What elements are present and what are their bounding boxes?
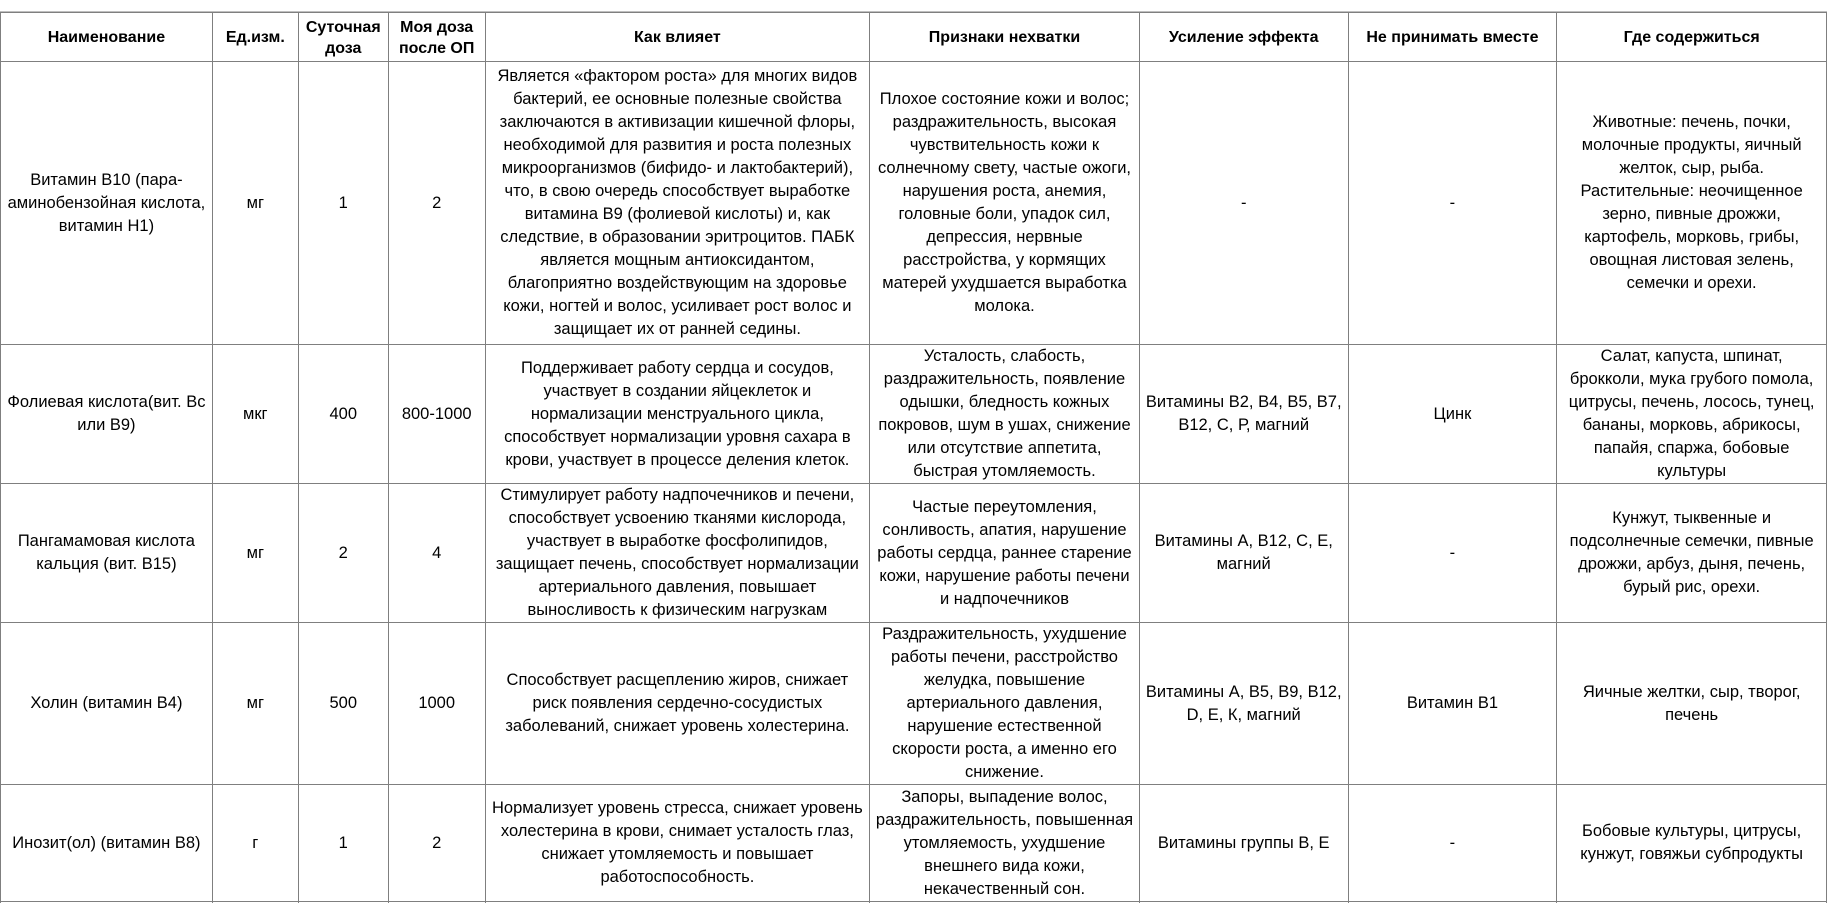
cell-name[interactable]: Пангамамовая кислота кальция (вит. В15) — [1, 484, 213, 623]
table-row — [1, 484, 1827, 623]
cell-conflict[interactable]: Цинк — [1348, 345, 1557, 484]
cell-unit[interactable]: мг — [212, 623, 298, 785]
vitamins-table — [0, 12, 1827, 903]
cell-boost[interactable]: Витамины группы В, Е — [1139, 785, 1348, 902]
header-effect[interactable]: Как влияет — [485, 13, 869, 62]
cell-conflict[interactable]: - — [1348, 484, 1557, 623]
cell-unit[interactable]: мг — [212, 484, 298, 623]
cell-effect[interactable]: Способствует расщеплению жиров, снижает риск появления сердечно-сосудистых заболеваний, снижает уровень холестерина. — [485, 623, 869, 785]
cell-boost[interactable]: Витамины А, В12, С, Е, магний — [1139, 484, 1348, 623]
header-daily-dose[interactable]: Суточная доза — [298, 13, 388, 62]
cell-deficiency[interactable]: Усталость, слабость, раздражительность, появление одышки, бледность кожных покровов, шум в ушах, снижение или отсутствие аппетита, быстрая утомляемость. — [870, 345, 1140, 484]
cell-daily-dose[interactable]: 2 — [298, 484, 388, 623]
cell-daily-dose[interactable]: 500 — [298, 623, 388, 785]
header-my-dose[interactable]: Моя доза после ОП — [388, 13, 485, 62]
cell-effect[interactable]: Поддерживает работу сердца и сосудов, участвует в создании яйцеклеток и нормализации менструального цикла, способствует нормализации уровня сахара в крови, участвует в процессе деления клеток. — [485, 345, 869, 484]
header-sources[interactable]: Где содержиться — [1557, 13, 1827, 62]
cell-effect[interactable]: Нормализует уровень стресса, снижает уровень холестерина в крови, снимает усталость глаз, снижает утомляемость и повышает работоспособность. — [485, 785, 869, 902]
cell-sources[interactable]: Кунжут, тыквенные и подсолнечные семечки, пивные дрожжи, арбуз, дыня, печень, бурый рис, орехи. — [1557, 484, 1827, 623]
cell-effect[interactable]: Стимулирует работу надпочечников и печени, способствует усвоению тканями кислорода, участвует в выработке фосфолипидов, защищает печень, способствует нормализации артериального давления, повышает выносливость к физическим нагрузкам — [485, 484, 869, 623]
cell-daily-dose[interactable]: 400 — [298, 345, 388, 484]
header-conflict[interactable]: Не принимать вместе — [1348, 13, 1557, 62]
cell-name[interactable]: Витамин В10 (пара-аминобензойная кислота, витамин Н1) — [1, 62, 213, 345]
table-row — [1, 623, 1827, 785]
cell-sources[interactable]: Животные: печень, почки, молочные продукты, яичный желток, сыр, рыба. Растительные: неочищенное зерно, пивные дрожжи, картофель, морковь, грибы, овощная листовая зелень, семечки и орехи. — [1557, 62, 1827, 345]
header-name[interactable]: Наименование — [1, 13, 213, 62]
cell-name[interactable]: Инозит(ол) (витамин В8) — [1, 785, 213, 902]
cell-my-dose[interactable]: 2 — [388, 62, 485, 345]
cell-conflict[interactable]: Витамин В1 — [1348, 623, 1557, 785]
sheet-top-strip — [0, 0, 1827, 12]
cell-sources[interactable]: Салат, капуста, шпинат, брокколи, мука грубого помола, цитрусы, печень, лосось, тунец, бананы, морковь, абрикосы, папайя, спаржа, бобовые культуры — [1557, 345, 1827, 484]
cell-my-dose[interactable]: 2 — [388, 785, 485, 902]
cell-name[interactable]: Холин (витамин В4) — [1, 623, 213, 785]
table-row — [1, 62, 1827, 345]
header-boost[interactable]: Усиление эффекта — [1139, 13, 1348, 62]
cell-effect[interactable]: Является «фактором роста» для многих видов бактерий, ее основные полезные свойства заключаются в активизации кишечной флоры, необходимой для развития и роста полезных микроорганизмов (бифидо- и лактобактерий), что, в свою очередь способствует выработке витамина В9 (фолиевой кислоты) и, как следствие, в образовании эритроцитов. ПАБК является мощным антиоксидантом, благоприятно воздействующим на здоровье кожи, ногтей и волос, усиливает рост волос и защищает их от ранней седины. — [485, 62, 869, 345]
cell-deficiency[interactable]: Плохое состояние кожи и волос; раздражительность, высокая чувствительность кожи к солнечному свету, частые ожоги, нарушения роста, анемия, головные боли, упадок сил, депрессия, нервные расстройства, у кормящих матерей ухудшается выработка молока. — [870, 62, 1140, 345]
cell-deficiency[interactable]: Раздражительность, ухудшение работы печени, расстройство желудка, повышение артериального давления, нарушение естественной скорости роста, а именно его снижение. — [870, 623, 1140, 785]
cell-my-dose[interactable]: 800-1000 — [388, 345, 485, 484]
cell-conflict[interactable]: - — [1348, 785, 1557, 902]
cell-sources[interactable]: Яичные желтки, сыр, творог, печень — [1557, 623, 1827, 785]
cell-boost[interactable]: - — [1139, 62, 1348, 345]
cell-deficiency[interactable]: Запоры, выпадение волос, раздражительность, повышенная утомляемость, ухудшение внешнего вида кожи, некачественный сон. — [870, 785, 1140, 902]
cell-sources[interactable]: Бобовые культуры, цитрусы, кунжут, говяжьи субпродукты — [1557, 785, 1827, 902]
cell-boost[interactable]: Витамины А, В5, В9, В12, D, Е, К, магний — [1139, 623, 1348, 785]
cell-my-dose[interactable]: 4 — [388, 484, 485, 623]
cell-deficiency[interactable]: Частые переутомления, сонливость, апатия, нарушение работы сердца, раннее старение кожи, нарушение работы печени и надпочечников — [870, 484, 1140, 623]
cell-unit[interactable]: мкг — [212, 345, 298, 484]
header-deficiency[interactable]: Признаки нехватки — [870, 13, 1140, 62]
cell-conflict[interactable]: - — [1348, 62, 1557, 345]
cell-daily-dose[interactable]: 1 — [298, 62, 388, 345]
header-unit[interactable]: Ед.изм. — [212, 13, 298, 62]
cell-unit[interactable]: г — [212, 785, 298, 902]
table-row — [1, 785, 1827, 902]
cell-unit[interactable]: мг — [212, 62, 298, 345]
cell-boost[interactable]: Витамины В2, В4, В5, В7, В12, С, Р, магний — [1139, 345, 1348, 484]
header-row — [1, 13, 1827, 62]
table-row — [1, 345, 1827, 484]
cell-name[interactable]: Фолиевая кислота(вит. Вс или В9) — [1, 345, 213, 484]
cell-my-dose[interactable]: 1000 — [388, 623, 485, 785]
cell-daily-dose[interactable]: 1 — [298, 785, 388, 902]
